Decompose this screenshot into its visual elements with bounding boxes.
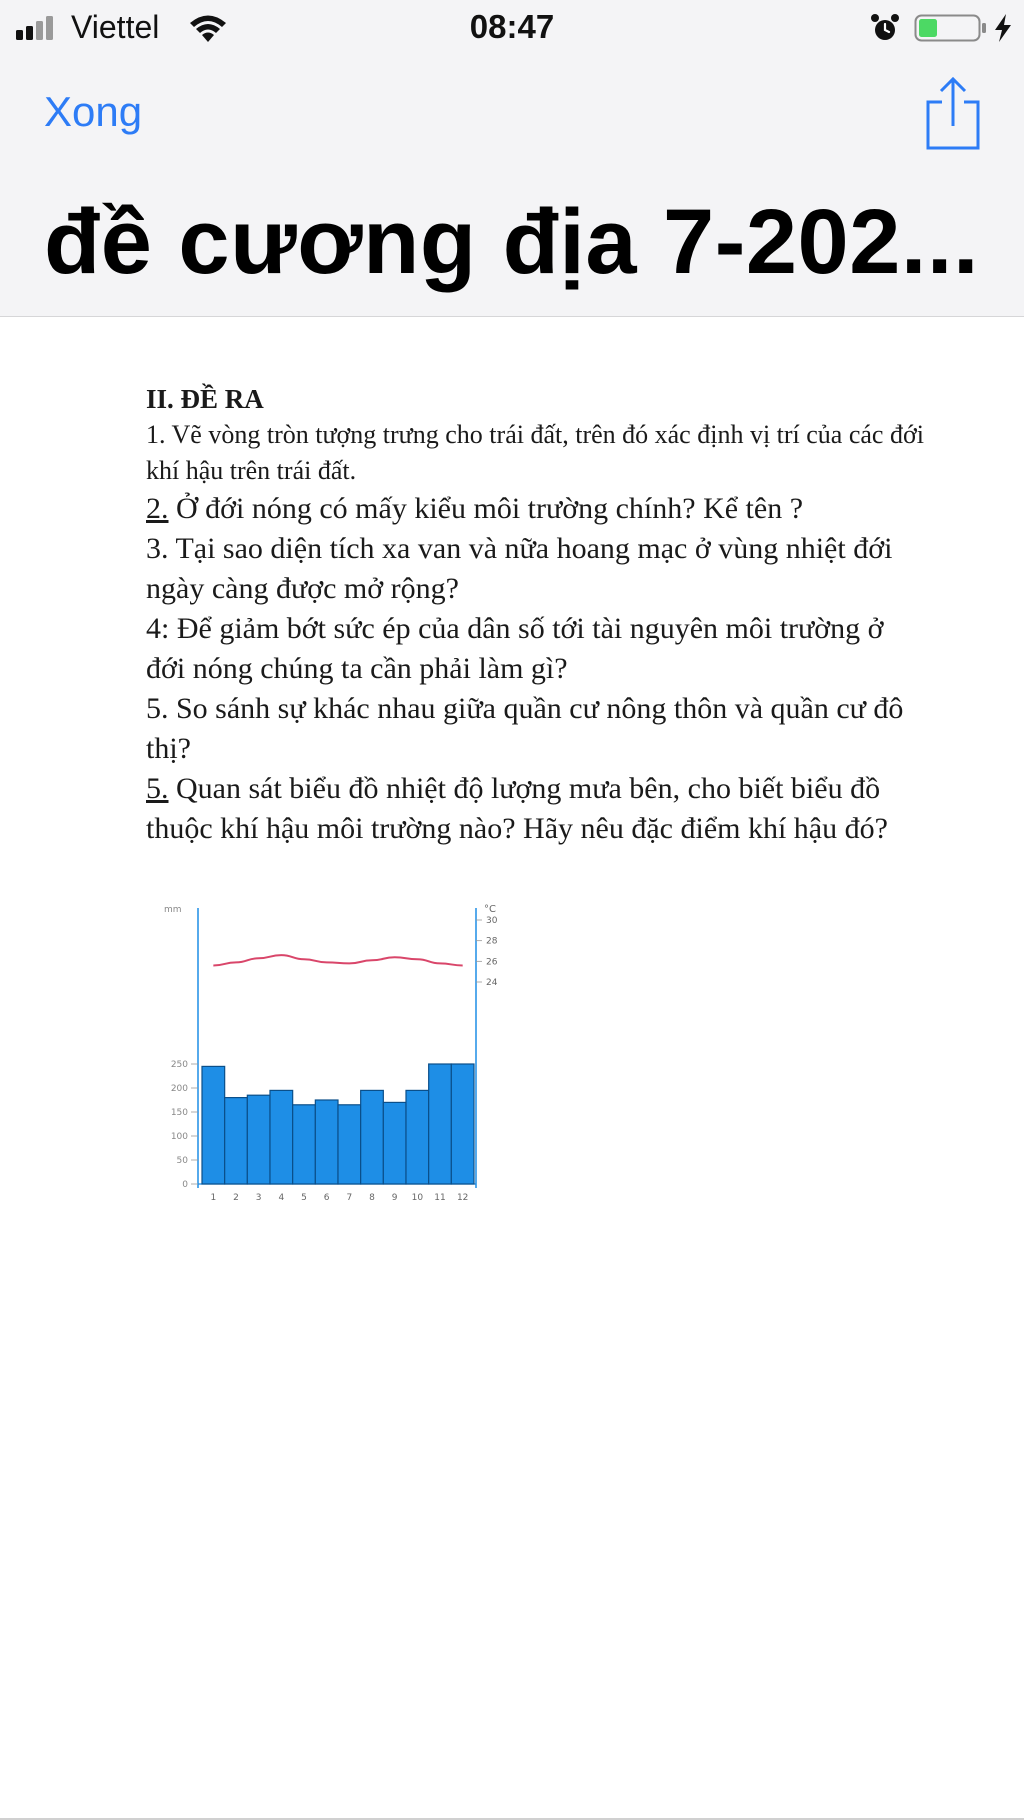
rain-bar-6 [315, 1100, 338, 1184]
month-label: 10 [411, 1193, 424, 1203]
month-label: 1 [210, 1193, 217, 1203]
climate-chart [150, 898, 522, 1210]
question-number: 5. [146, 692, 169, 725]
rain-bar-5 [293, 1105, 316, 1184]
month-label: 2 [233, 1193, 239, 1203]
question-text: So sánh sự khác nhau giữa quần cư nông thôn và quần cư đô thị? [146, 692, 904, 765]
temp-tick-label: 28 [486, 936, 498, 947]
question-text: Vẽ vòng tròn tượng trưng cho trái đất, trên đó xác định vị trí của các đới khí hậu trên trái đất. [146, 420, 924, 485]
status-time: 08:47 [469, 8, 555, 45]
question-6 [146, 769, 926, 849]
month-label: 5 [301, 1193, 307, 1203]
share-icon[interactable] [924, 76, 982, 152]
question-3 [146, 529, 926, 609]
alarm-icon [870, 13, 900, 43]
done-button[interactable]: Xong [44, 88, 143, 135]
temp-tick-label: 26 [486, 957, 498, 968]
month-label: 3 [255, 1193, 262, 1203]
rain-bar-1 [202, 1066, 225, 1184]
month-label: 12 [456, 1193, 469, 1203]
question-number: 4: [146, 612, 170, 645]
document-title: đề cương địa 7-202... [44, 191, 980, 293]
rain-bar-10 [406, 1090, 429, 1184]
question-text: Ở đới nóng có mấy kiểu môi trường chính? Kể tên ? [168, 492, 804, 525]
rain-bar-3 [247, 1095, 270, 1184]
rain-tick-label: 150 [170, 1108, 188, 1118]
rain-bar-11 [429, 1064, 452, 1184]
temp-tick-label: 30 [486, 916, 498, 926]
question-text: Tại sao diện tích xa van và nữa hoang mạc ở vùng nhiệt đới ngày càng được mở rộng? [146, 532, 893, 605]
question-number: 5. [146, 772, 169, 805]
battery-icon [914, 12, 988, 44]
question-4 [146, 609, 926, 689]
document-content [146, 384, 926, 849]
rain-bar-8 [361, 1090, 384, 1184]
rain-tick-label: 0 [182, 1180, 188, 1190]
question-5 [146, 689, 926, 769]
question-1 [146, 417, 926, 489]
rain-tick-label: 250 [170, 1060, 188, 1070]
temp-tick-label: 24 [486, 978, 498, 988]
charging-bolt-icon [992, 12, 1014, 44]
question-text: Để giảm bớt sức ép của dân số tới tài nguyên môi trường ở đới nóng chúng ta cần phải làm gì? [146, 612, 884, 685]
carrier-name: Viettel [71, 9, 160, 45]
question-number: 2. [146, 492, 169, 525]
right-axis-unit: °C [484, 904, 496, 915]
section-heading: II. ĐỀ RA [146, 384, 264, 414]
rain-bar-12 [451, 1064, 474, 1184]
navigation-bar [0, 0, 1024, 317]
question-number: 1. [146, 420, 166, 449]
rain-bar-7 [338, 1105, 361, 1184]
month-label: 7 [346, 1193, 353, 1203]
question-number: 3. [146, 532, 169, 565]
rain-bar-4 [270, 1090, 293, 1184]
left-axis-unit: mm [164, 905, 182, 915]
rain-bar-2 [225, 1098, 248, 1184]
rain-bar-9 [383, 1102, 406, 1184]
month-label: 6 [323, 1193, 330, 1203]
month-label: 11 [434, 1193, 446, 1203]
rain-tick-label: 100 [170, 1132, 188, 1142]
question-2 [146, 489, 926, 529]
month-label: 9 [391, 1193, 398, 1203]
status-bar [0, 0, 1024, 56]
month-label: 4 [278, 1193, 285, 1203]
rain-tick-label: 50 [176, 1156, 188, 1166]
rain-tick-label: 200 [170, 1084, 188, 1094]
month-label: 8 [369, 1193, 375, 1203]
question-text: Quan sát biểu đồ nhiệt độ lượng mưa bên, cho biết biểu đồ thuộc khí hậu môi trường nào? Hãy nêu đặc điểm khí hậu đó? [146, 772, 888, 845]
